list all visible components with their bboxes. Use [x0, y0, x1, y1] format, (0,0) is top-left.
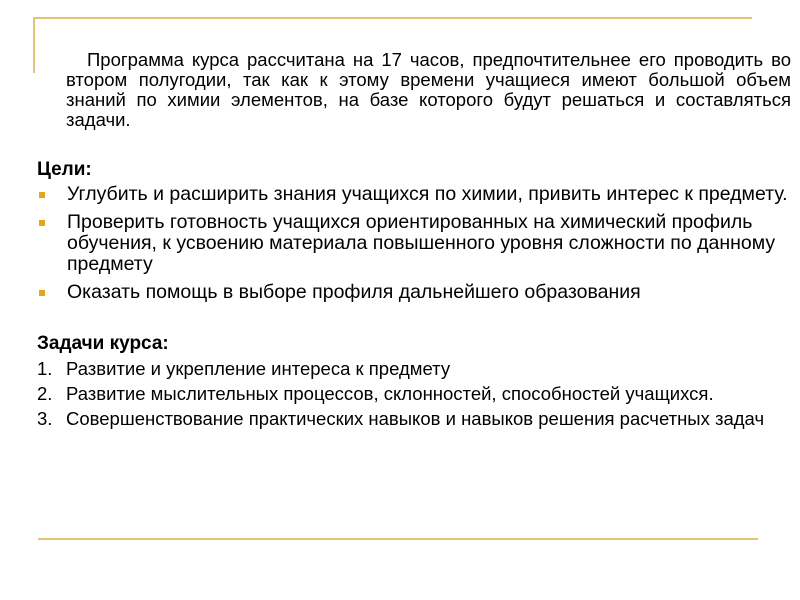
goal-item: Углубить и расширить знания учащихся по химии, привить интерес к предмету.: [37, 184, 791, 205]
bullet-square-icon: [39, 192, 45, 198]
frame-top-line: [33, 17, 752, 19]
intro-paragraph: Программа курса рассчитана на 17 часов, предпочтительнее его проводить во втором полугодии, так как к этому времени учащиеся имеют большой объем знаний по химии элементов, на базе которого будут решаться и составляться задачи.: [66, 49, 791, 130]
frame-left-line: [33, 17, 35, 73]
tasks-heading: Задачи курса:: [37, 333, 169, 354]
goals-heading: Цели:: [37, 159, 92, 180]
task-item: 1. Развитие и укрепление интереса к предмету: [37, 358, 451, 379]
bullet-square-icon: [39, 220, 45, 226]
goal-item: Проверить готовность учащихся ориентированных на химический профиль обучения, к усвоению материала повышенного уровня сложности по данному предмету: [37, 212, 791, 275]
goals-list: [37, 184, 791, 303]
task-item: 2. Развитие мыслительных процессов, склонностей, способностей учащихся.: [37, 383, 714, 404]
frame-bottom-line: [38, 538, 758, 540]
bullet-square-icon: [39, 290, 45, 296]
slide-content: [37, 50, 791, 434]
tasks-list: [37, 359, 791, 429]
goal-item: Оказать помощь в выборе профиля дальнейшего образования: [37, 282, 791, 303]
task-item: 3. Совершенствование практических навыков и навыков решения расчетных задач: [37, 408, 765, 429]
